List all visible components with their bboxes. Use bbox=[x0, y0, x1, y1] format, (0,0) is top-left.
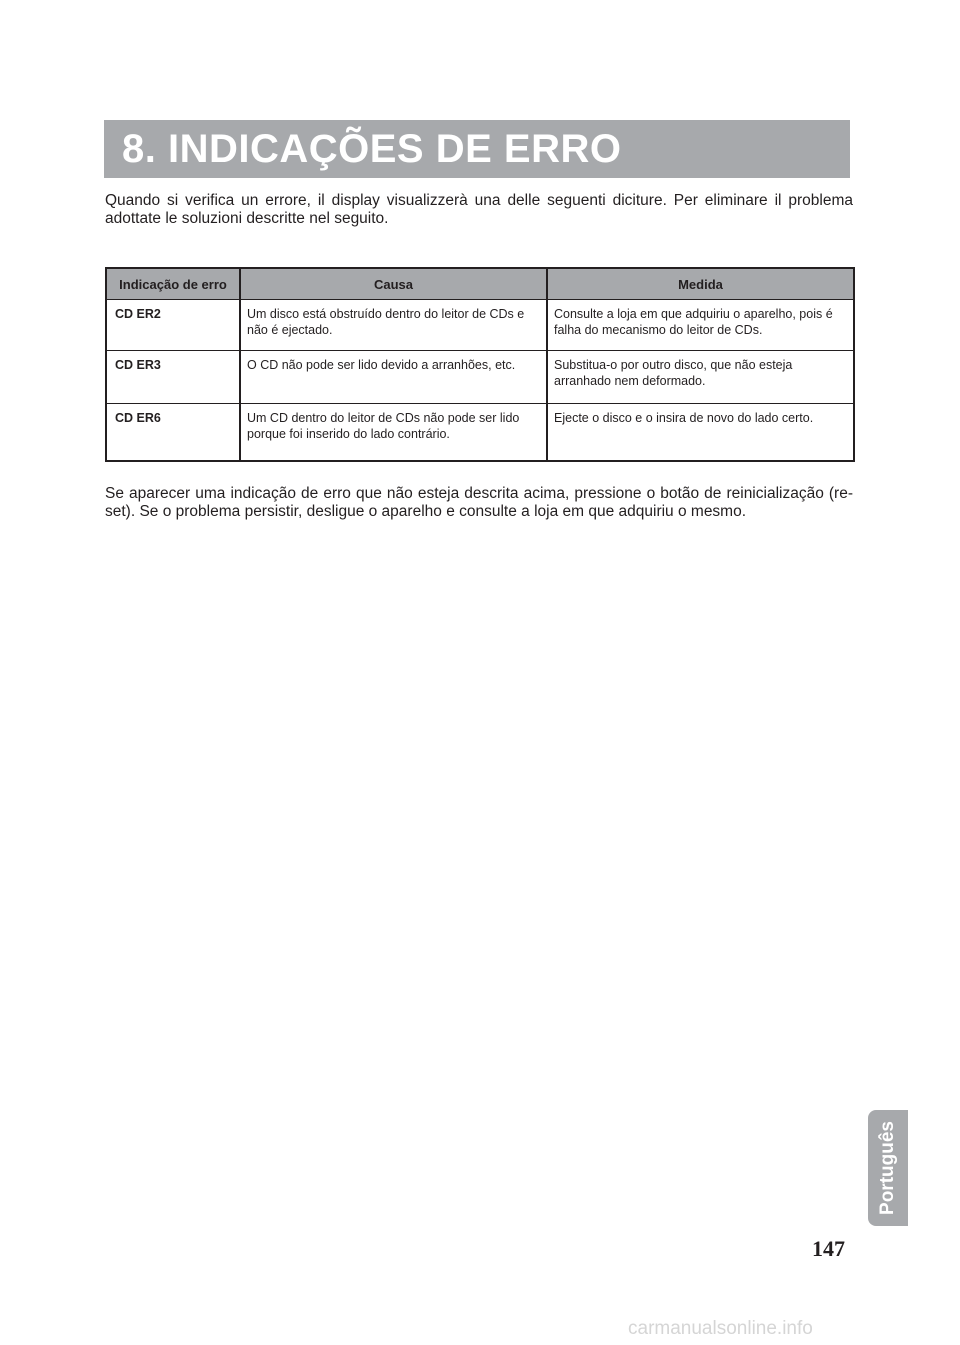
table-row bbox=[106, 300, 854, 351]
table-row bbox=[106, 351, 854, 404]
header-cause: Causa bbox=[240, 268, 547, 300]
watermark: carmanualsonline.info bbox=[628, 1318, 813, 1339]
language-label: Português bbox=[877, 1121, 898, 1215]
error-measure: Ejecte o disco e o insira de novo do lado certo. bbox=[547, 404, 854, 462]
header-measure: Medida bbox=[547, 268, 854, 300]
section-title-bar bbox=[104, 120, 850, 178]
error-cause: Um CD dentro do leitor de CDs não pode ser lido porque foi inserido do lado contrário. bbox=[240, 404, 547, 462]
error-measure: Substitua-o por outro disco, que não esteja arranhado nem deformado. bbox=[547, 351, 854, 404]
header-error-indication: Indicação de erro bbox=[106, 268, 240, 300]
table-header-row bbox=[106, 268, 854, 300]
error-code: CD ER2 bbox=[106, 300, 240, 351]
page-number: 147 bbox=[812, 1236, 845, 1261]
error-table bbox=[105, 267, 855, 462]
error-code: CD ER6 bbox=[106, 404, 240, 462]
error-cause: O CD não pode ser lido devido a arranhões, etc. bbox=[240, 351, 547, 404]
intro-paragraph: Quando si verifica un errore, il display visualizzerà una delle seguenti diciture. Per eliminare il problema adottate le soluzioni descritte nel seguito. bbox=[105, 192, 853, 227]
closing-paragraph: Se aparecer uma indicação de erro que não esteja descrita acima, pressione o botão de reinicialização (re-set). Se o problema persistir, desligue o aparelho e consulte a loja em que adquiriu o mesmo. bbox=[105, 485, 853, 520]
table-row bbox=[106, 404, 854, 462]
error-code: CD ER3 bbox=[106, 351, 240, 404]
section-title: 8. INDICAÇÕES DE ERRO bbox=[122, 127, 622, 171]
error-measure: Consulte a loja em que adquiriu o aparelho, pois é falha do mecanismo do leitor de CDs. bbox=[547, 300, 854, 351]
language-tab bbox=[868, 1110, 908, 1226]
error-cause: Um disco está obstruído dentro do leitor de CDs e não é ejectado. bbox=[240, 300, 547, 351]
